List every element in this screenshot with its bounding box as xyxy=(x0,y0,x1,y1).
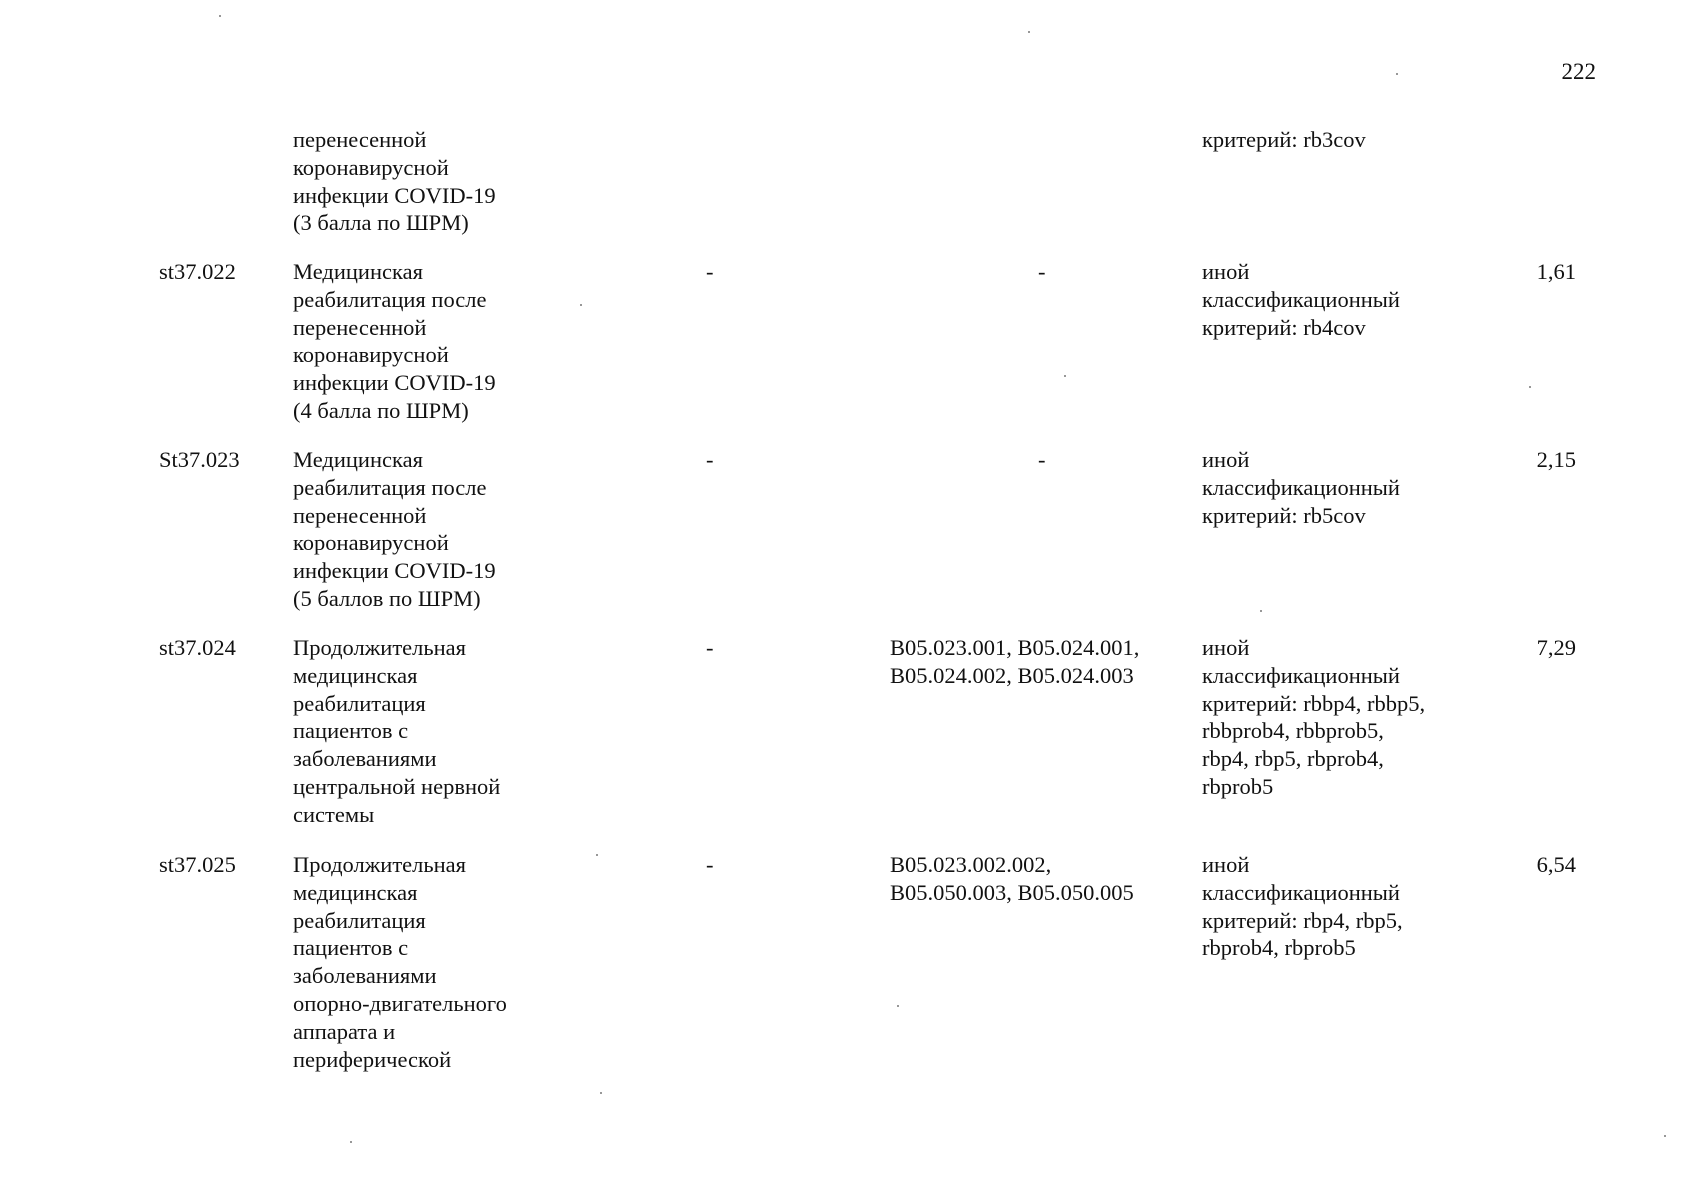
scan-speck xyxy=(1028,31,1030,33)
scan-speck xyxy=(1396,73,1398,75)
row-service-codes: B05.023.002.002, B05.050.003, B05.050.005 xyxy=(890,852,1134,905)
row-coefficient: 1,61 xyxy=(1536,259,1576,284)
row-diagnosis-code: - xyxy=(706,852,714,877)
scan-speck xyxy=(1529,386,1531,388)
row-coefficient: 2,15 xyxy=(1536,447,1576,472)
scan-speck xyxy=(580,304,582,306)
row-name: Медицинская реабилитация после перенесенной коронавирусной инфекции COVID-19 (5 баллов по ШРМ) xyxy=(293,447,496,611)
row-diagnosis-code: - xyxy=(706,447,714,472)
scan-speck xyxy=(350,1141,352,1143)
row-diagnosis-code: - xyxy=(706,259,714,284)
row-diagnosis-code: - xyxy=(706,635,714,660)
row-other-criterion: иной классификационный критерий: rb4cov xyxy=(1202,259,1400,340)
row-age-criterion: - xyxy=(1038,259,1046,284)
page-number: 222 xyxy=(1561,59,1596,84)
row-code: st37.024 xyxy=(159,635,236,660)
row-service-codes: B05.023.001, B05.024.001, B05.024.002, B05.024.003 xyxy=(890,635,1140,688)
row-name: перенесенной коронавирусной инфекции COVID-19 (3 балла по ШРМ) xyxy=(293,127,496,236)
row-other-criterion: критерий: rb3cov xyxy=(1202,127,1366,152)
row-code: st37.025 xyxy=(159,852,236,877)
row-other-criterion: иной классификационный критерий: rb5cov xyxy=(1202,447,1400,528)
row-other-criterion: иной классификационный критерий: rbbp4, rbbp5, rbbprob4, rbbprob5, rbp4, rbp5, rbprob4, rbprob5 xyxy=(1202,635,1426,799)
scan-speck xyxy=(1260,610,1262,612)
row-code: St37.023 xyxy=(159,447,240,472)
row-name: Продолжительная медицинская реабилитация пациентов с заболеваниями опорно-двигательного аппарата и периферической xyxy=(293,852,507,1072)
scan-speck xyxy=(219,15,221,17)
row-name: Продолжительная медицинская реабилитация пациентов с заболеваниями центральной нервной системы xyxy=(293,635,501,827)
scan-speck xyxy=(600,1092,602,1094)
row-code: st37.022 xyxy=(159,259,236,284)
row-other-criterion: иной классификационный критерий: rbp4, rbp5, rbprob4, rbprob5 xyxy=(1202,852,1403,961)
scan-speck xyxy=(596,854,598,856)
row-coefficient: 7,29 xyxy=(1536,635,1576,660)
scan-speck xyxy=(1064,375,1066,377)
scan-speck xyxy=(1664,1135,1666,1137)
row-coefficient: 6,54 xyxy=(1536,852,1576,877)
row-name: Медицинская реабилитация после перенесенной коронавирусной инфекции COVID-19 (4 балла по ШРМ) xyxy=(293,259,496,423)
row-age-criterion: - xyxy=(1038,447,1046,472)
scan-speck xyxy=(897,1005,899,1007)
